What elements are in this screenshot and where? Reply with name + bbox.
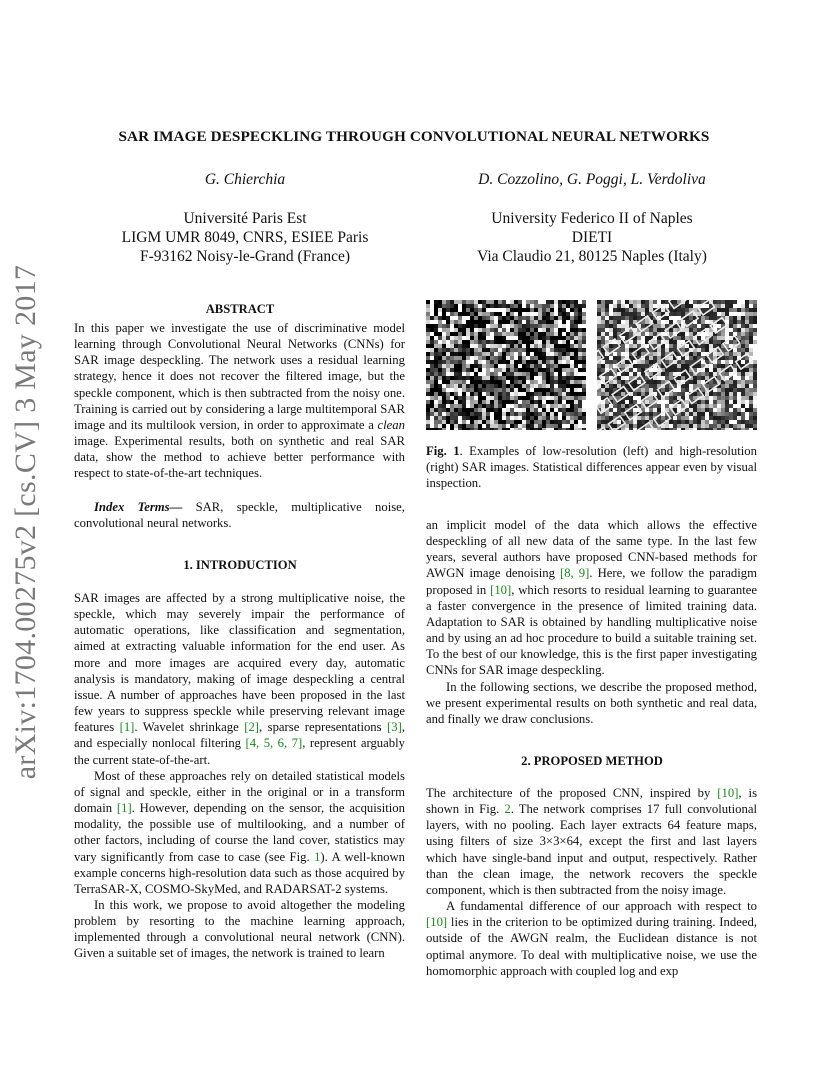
text-run: In the following sections, we describe the proposed method, we present experimental results on both synthetic and real data, and finally we draw conclusions. bbox=[426, 679, 757, 726]
text-run: The architecture of the proposed CNN, inspired by bbox=[426, 786, 718, 800]
abstract-text: In this paper we investigate the use of discriminative model learning through Convolutional Neural Networks (CNNs) for SAR image despeckling. The network uses a residual learning strategy, hence it does not recover the filtered image, but the speckle component, which is then subtracted from the noisy one. Training is carried out by considering a large multitemporal SAR image and its multilook version, in order to approximate a bbox=[74, 321, 405, 432]
text-run: . The network comprises 17 full convolutional layers, with no pooling. Each layer extracts 64 feature maps, using filters of size 3×3×64, except the first and last layers which have single-band input and output, respectively. Rather than the clean image, the network recovers the speckle component, which is then subtracted from the noisy image. bbox=[426, 802, 757, 897]
index-terms bbox=[74, 499, 405, 531]
abstract-body bbox=[74, 320, 405, 482]
citation-link[interactable]: [10] bbox=[426, 915, 448, 930]
citation-link[interactable]: [10] bbox=[490, 582, 512, 597]
arxiv-stamp-text: arXiv:1704.00275v2 [cs.CV] 3 May 2017 bbox=[9, 264, 42, 780]
text-run: an implicit model of the data which allows the effective despeckling of all new data of the same type. In the last few years, several authors have proposed CNN-based methods for AWGN image denoising bbox=[426, 518, 757, 581]
figure-link[interactable]: 1 bbox=[314, 849, 321, 864]
affiliation-right-line: University Federico II of Naples bbox=[491, 210, 693, 227]
citation-link[interactable]: [4, 5, 6, 7] bbox=[245, 736, 303, 751]
citation-link[interactable]: [3] bbox=[387, 720, 402, 735]
sar-image-low-resolution bbox=[426, 300, 586, 430]
index-terms-label: Index Terms— bbox=[94, 500, 183, 514]
paragraph bbox=[426, 517, 757, 679]
figure-link[interactable]: 2 bbox=[504, 802, 511, 817]
arxiv-stamp bbox=[8, 264, 44, 780]
caption-text: . Examples of low-resolution (left) and high-resolution (right) SAR images. Statistical differences appear even by visual inspection. bbox=[426, 444, 757, 491]
figure-caption bbox=[426, 443, 757, 491]
index-terms-text: SAR, speckle, multiplicative noise, convolutional neural networks. bbox=[74, 500, 405, 531]
paper-title: SAR IMAGE DESPECKLING THROUGH CONVOLUTIONAL NEURAL NETWORKS bbox=[118, 128, 710, 145]
paragraph bbox=[74, 768, 405, 897]
paragraph bbox=[74, 897, 405, 962]
paragraph bbox=[426, 898, 757, 979]
affiliation-right-line: Via Claudio 21, 80125 Naples (Italy) bbox=[477, 248, 707, 265]
author-left: G. Chierchia bbox=[204, 171, 286, 188]
affiliation-left-line: Université Paris Est bbox=[183, 210, 307, 227]
text-run: , is shown in Fig. bbox=[426, 786, 758, 817]
paragraph bbox=[426, 679, 757, 727]
paragraph bbox=[74, 590, 405, 768]
proposed-method-body bbox=[426, 785, 757, 979]
abstract-emphasis: clean bbox=[377, 417, 405, 432]
author-right: D. Cozzolino, G. Poggi, L. Verdoliva bbox=[478, 171, 706, 188]
figure-label: Fig. 1 bbox=[426, 444, 460, 458]
text-run: ). A well-known example concerns high-resolution data such as those acquired by TerraSAR-X, COSMO-SkyMed, and RADARSAT-2 systems. bbox=[74, 849, 406, 896]
text-run: , which resorts to residual learning to guarantee a faster convergence in the presence of limited training data. Adaptation to SAR is obtained by handling multiplicative noise and by using an ad hoc procedure to build a suitable training set. To the best of our knowledge, this is the first paper investigating CNNs for SAR image despeckling. bbox=[426, 582, 757, 678]
introduction-body bbox=[74, 590, 405, 962]
text-run: . However, depending on the sensor, the acquisition modality, the possible use of multilooking, and a number of other factors, including of course the land cover, statistics may vary significantly from case to case (see Fig. bbox=[74, 801, 405, 864]
citation-link[interactable]: [1] bbox=[116, 801, 132, 816]
text-run: , represent arguably the current state-of-the-art. bbox=[74, 736, 405, 767]
text-run: , and especially nonlocal filtering bbox=[74, 720, 405, 751]
introduction-continued bbox=[426, 517, 757, 727]
affiliation-right-line: DIETI bbox=[571, 229, 613, 246]
section-heading-proposed-method: 2. PROPOSED METHOD bbox=[521, 754, 663, 768]
text-run: . Here, we follow the paradigm proposed in bbox=[426, 566, 757, 597]
citation-link[interactable]: [2] bbox=[244, 720, 260, 735]
affiliation-left-line: F-93162 Noisy-le-Grand (France) bbox=[139, 248, 351, 265]
paragraph bbox=[426, 785, 757, 898]
text-run: In this work, we propose to avoid altogether the modeling problem by resorting to the machine learning approach, implemented through a convolutional neural network (CNN). Given a suitable set of images, the network is trained to learn bbox=[74, 897, 405, 961]
citation-link[interactable]: [1] bbox=[119, 720, 135, 735]
affiliation-right bbox=[440, 209, 744, 266]
affiliation-left bbox=[100, 209, 390, 266]
text-run: lies in the criterion to be optimized during training. Indeed, outside of the AWGN realm, the Euclidean distance is not optimal anymore. To deal with multiplicative noise, we use the homomorphic approach with coupled log and exp bbox=[426, 915, 757, 978]
affiliation-left-line: LIGM UMR 8049, CNRS, ESIEE Paris bbox=[121, 229, 369, 246]
text-run: Most of these approaches rely on detailed statistical models of signal and speckle, either in the original or in a transform domain bbox=[74, 768, 405, 816]
citation-link[interactable]: [10] bbox=[717, 786, 739, 800]
text-run: , sparse representations bbox=[259, 720, 388, 735]
sar-image-high-resolution bbox=[597, 300, 757, 430]
abstract-heading: ABSTRACT bbox=[205, 302, 275, 316]
section-heading-introduction: 1. INTRODUCTION bbox=[183, 558, 297, 572]
citation-link[interactable]: [8, 9] bbox=[559, 566, 590, 581]
text-run: . Wavelet shrinkage bbox=[134, 720, 245, 735]
text-run: A fundamental difference of our approach with respect to bbox=[446, 899, 757, 914]
abstract-text: image. Experimental results, both on synthetic and real SAR data, show the method to achieve better performance with respect to state-of-the-art techniques. bbox=[74, 434, 405, 481]
text-run: SAR images are affected by a strong multiplicative noise, the speckle, which may severely impair the performance of automatic operations, like classification and segmentation, aimed at extracting valuable information for the end user. As more and more images are acquired every day, automatic analysis is mandatory, making of image despeckling a central issue. A number of approaches have been proposed in the last few years to suppress speckle while preserving relevant image features bbox=[74, 591, 405, 735]
